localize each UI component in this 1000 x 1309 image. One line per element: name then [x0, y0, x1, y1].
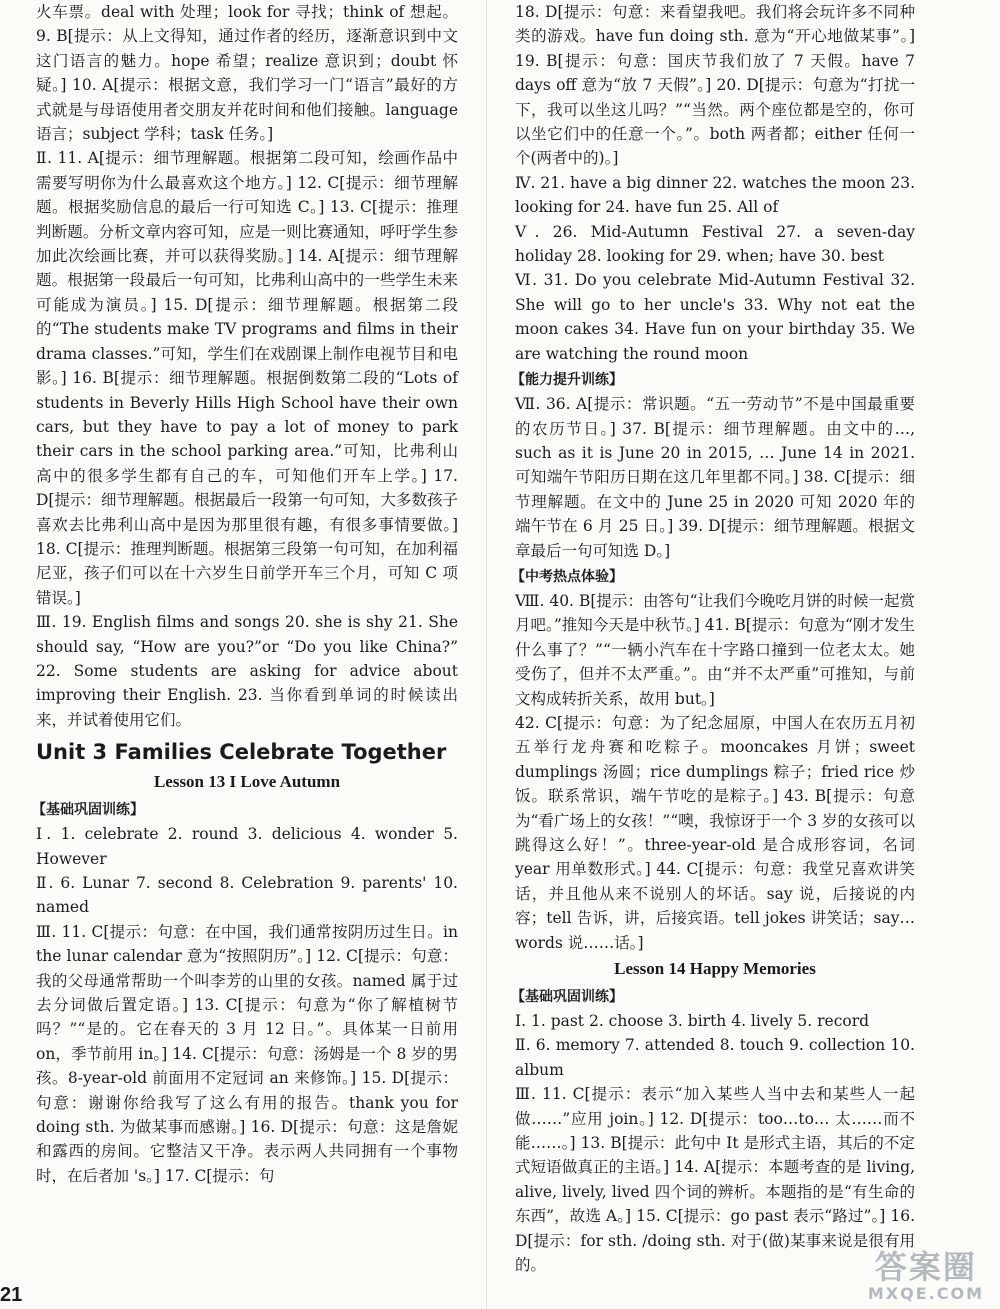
section-basic-training-14: 【基础巩固训练】	[511, 989, 623, 1006]
answer-paragraph: Ⅲ. 19. English films and songs 20. she is shy 21. She should say, “How are you?”or “Do you like China?” 22. Some students are asking for advice about improving their English. 23. 当你看到单词的时候读出来，并试着使用它们。	[36, 613, 458, 729]
answer-paragraph: 火车票。deal with 处理；look for 寻找；think of 想起。9. B[提示：从上文得知，通过作者的经历，逐渐意识到中文这门语言的魅力。hope 希望；realize 意识到；doubt 怀疑。] 10. A[提示：根据文意，我们学习一门“语言”最好的方式就是与母语使用者交朋友并花时间和他们接触。language 语言；subject 学科；task 任务。]	[36, 3, 458, 144]
answer-paragraph: Ⅰ. 1. celebrate 2. round 3. delicious 4. wonder 5. However	[36, 825, 458, 868]
answer-paragraph: Ⅶ. 36. A[提示：常识题。“五一劳动节”不是中国最重要的农历节日。] 37. B[提示：细节理解题。由文中的…, such as it is June 20 in 2015, … June 14 in 2021. 可知端午节阳历日期在这几年里都不同。] 38. C[提示：细节理解题。在文中的 June 25 in 2020 可知 2020 年的端午节在 6 月 25 日。] 39. D[提示：细节理解题。根据文章最后一句可知选 D。]	[515, 395, 915, 560]
section-exam-hot: 【中考热点体验】	[511, 568, 623, 585]
section-improve-training: 【能力提升训练】	[511, 372, 623, 389]
answer-paragraph: Ⅵ. 31. Do you celebrate Mid-Autumn Festival 32. She will go to her uncle's 33. Why not eat the moon cakes 34. Have fun on your birthday 35. We are watching the round moon	[515, 271, 915, 363]
answer-paragraph: Ⅲ. 11. C[提示：句意：在中国，我们通常按阴历过生日。in the lunar calendar 意为“按照阴历”。] 12. C[提示：句意：我的父母通常帮助一个叫李芳的山里的女孩。named 属于过去分词做后置定语。] 13. C[提示：句意为“你了解植树节吗？”“是的。它在春天的 3 月 12 日。”。具体某一日前用 on，季节前用 in。] 14. C[提示：句意：汤姆是一个 8 岁的男孩。8-year-old 前面用不定冠词 an 来修饰。] 15. D[提示：句意：谢谢你给我写了这么有用的报告。thank you for doing sth. 为做某事而感谢。] 16. D[提示：句意：这是詹妮和露西的房间。它整洁又干净。表示两人共同拥有一个事物时，在后者加 's。] 17. C[提示：句	[36, 922, 458, 1185]
column-divider	[486, 0, 487, 1309]
answer-paragraph: Ⅰ. 1. past 2. choose 3. birth 4. lively 5. record	[515, 1012, 870, 1031]
answer-paragraph: Ⅱ. 11. A[提示：细节理解题。根据第二段可知，绘画作品中需要写明你为什么最喜欢这个地方。] 12. C[提示：细节理解题。根据奖励信息的最后一行可知选 C。] 13. C[提示：推理判断题。分析文章内容可知，应是一则比赛通知，呼吁学生参加此次绘画比赛，并可以获得奖励。] 14. A[提示：细节理解题。根据第一段最后一句可知，比弗利山高中的一些学生未来可能成为演员。] 15. D[提示：细节理解题。根据第二段的“The students make TV programs and films in their drama classes.”可知，学生们在戏剧课上制作电视节目和电影。] 16. B[提示：细节理解题。根据倒数第二段的“Lots of students in Beverly Hills High School have their own cars, but they have to pay a lot of money to park their cars in the school parking area.”可知，比弗利山高中的很多学生都有自己的车，可知他们开车上学。] 17. D[提示：细节理解题。根据最后一段第一句可知，大多数孩子喜欢去比弗利山高中是因为那里很有趣，有很多事情要做。] 18. C[提示：推理判断题。根据第三段第一句可知，在加利福尼亚，孩子们可以在十六岁生日前学开车三个月，可知 C 项错误。]	[36, 149, 458, 607]
section-basic-training: 【基础巩固训练】	[32, 802, 144, 819]
unit-title: Unit 3 Families Celebrate Together	[36, 740, 447, 765]
answer-paragraph: Ⅱ. 6. Lunar 7. second 8. Celebration 9. parents' 10. named	[36, 874, 458, 917]
answer-paragraph: Ⅴ. 26. Mid-Autumn Festival 27. a seven-day holiday 28. looking for 29. when; have 30. best	[515, 222, 915, 266]
watermark-logo	[868, 1249, 984, 1303]
lesson-13-title: Lesson 13 I Love Autumn	[153, 772, 341, 792]
answer-paragraph: 18. D[提示：句意：来看望我吧。我们将会玩许多不同种类的游戏。have fun doing sth. 意为“开心地做某事”。] 19. B[提示：句意：国庆节我们放了 7 天假。have 7 days off 意为“放 7 天假”。] 20. D[提示：句意为“打扰一下，我可以坐这儿吗？”“当然。两个座位都是空的，你可以坐它们中的任意一个。”。both 两者都；either 任何一个(两者中的)。]	[515, 3, 915, 168]
answer-paragraph: Ⅲ. 11. C[提示：表示“加入某些人当中去和某些人一起做……”应用 join。] 12. D[提示：too…to… 太……而不能……。] 13. B[提示：此句中 It 是形式主语，其后的不定式短语做真正的主语。] 14. A[提示：本题考查的是 living, alive, lively, lived 四个词的辨析。本题指的是“有生命的东西”，故选 A。] 15. C[提示：go past 表示“路过”。] 16. D[提示：for sth. /doing sth. 对于(做)某事来说是很有用的。	[515, 1085, 915, 1275]
answer-paragraph: Ⅱ. 6. memory 7. attended 8. touch 9. collection 10. album	[515, 1036, 915, 1079]
watermark-logo-text: 答案圈	[874, 1248, 977, 1286]
answer-paragraph: 42. C[提示：句意：为了纪念屈原，中国人在农历五月初五举行龙舟赛和吃粽子。mooncakes 月饼；sweet dumplings 汤圆；rice dumplings 粽子；fried rice 炒饭。联系常识，端午节吃的是粽子。] 43. B[提示：句意为“看广场上的女孩！”“噢，我惊讶于一个 3 岁的女孩可以跳得这么好！”。three-year-old 是合成形容词，名词 year 用单数形式。] 44. C[提示：句意：我堂兄喜欢讲笑话，并且他从来不说别人的坏话。say 说，后接说的内容；tell 告诉，讲，后接宾语。tell jokes 讲笑话；say…words 说……话。]	[515, 713, 915, 952]
right-column	[511, 0, 915, 1278]
left-column	[32, 0, 458, 1188]
page-number: 21	[0, 1284, 23, 1306]
answer-paragraph: Ⅳ. 21. have a big dinner 22. watches the moon 23. looking for 24. have fun 25. All of	[515, 173, 915, 217]
lesson-14-title: Lesson 14 Happy Memories	[614, 959, 816, 979]
answer-paragraph: Ⅷ. 40. B[提示：由答句“让我们今晚吃月饼的时候一起赏月吧。”推知今天是中秋节。] 41. B[提示：句意为“刚才发生什么事了？”“一辆小汽车在十字路口撞到一位老太太。她受伤了，但并不太严重。”。由“并不太严重”可推知，与前文构成转折关系，故用 but。]	[515, 591, 915, 708]
watermark-url: MXQE.COM	[867, 1284, 984, 1303]
